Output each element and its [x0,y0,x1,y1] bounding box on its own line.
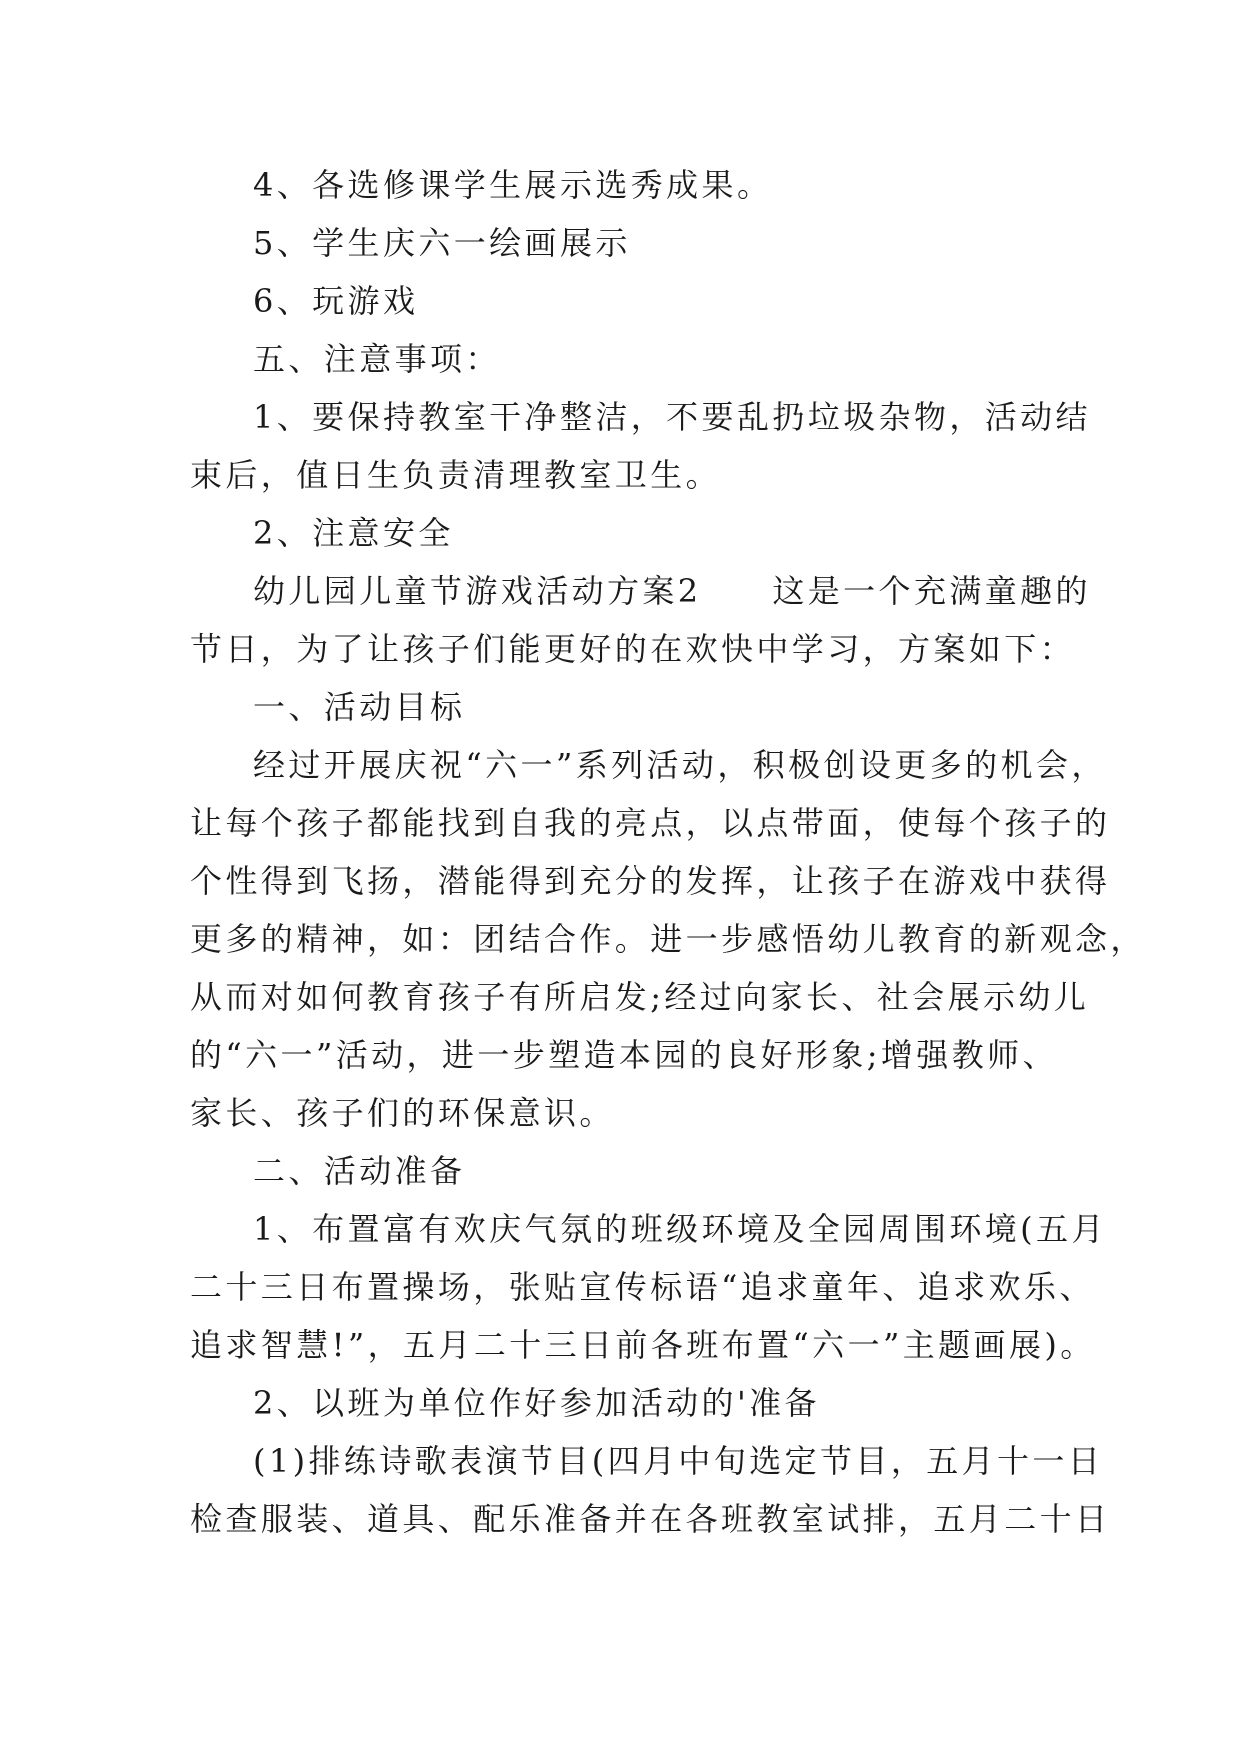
text-line: 1、要保持教室干净整洁，不要乱扔垃圾杂物，活动结 [253,398,1091,436]
text-line: 束后，值日生负责清理教室卫生。 [190,456,722,494]
text-line: 幼儿园儿童节游戏活动方案2 这是一个充满童趣的 [253,572,1091,610]
text-line: 让每个孩子都能找到自我的亮点，以点带面，使每个孩子的 [190,804,1111,842]
text-line: 从而对如何教育孩子有所启发;经过向家长、社会展示幼儿 [190,978,1090,1016]
text-line: 节日，为了让孩子们能更好的在欢快中学习，方案如下： [190,630,1076,668]
text-line: 4、各选修课学生展示选秀成果。 [253,166,773,204]
text-line: 2、注意安全 [253,514,454,552]
text-line: 追求智慧!”，五月二十三日前各班布置“六一”主题画展)。 [190,1326,1096,1364]
text-line: 个性得到飞扬，潜能得到充分的发挥，让孩子在游戏中获得 [190,862,1111,900]
text-line: 二十三日布置操场，张贴宣传标语“追求童年、追求欢乐、 [190,1268,1095,1306]
text-line: 的“六一”活动，进一步塑造本园的良好形象;增强教师、 [190,1036,1058,1074]
text-line: 更多的精神，如：团结合作。进一步感悟幼儿教育的新观念， [190,920,1146,958]
text-line: 检查服装、道具、配乐准备并在各班教室试排，五月二十日 [190,1500,1111,1538]
text-line: (1)排练诗歌表演节目(四月中旬选定节目，五月十一日 [253,1442,1104,1480]
section-heading: 五、注意事项： [253,340,501,378]
text-line: 2、以班为单位作好参加活动的'准备 [253,1384,820,1422]
text-line: 6、玩游戏 [253,282,419,320]
section-heading: 二、活动准备 [253,1152,466,1190]
text-line: 1、布置富有欢庆气氛的班级环境及全园周围环境(五月 [253,1210,1107,1248]
text-line: 家长、孩子们的环保意识。 [190,1094,615,1132]
section-heading: 一、活动目标 [253,688,466,726]
text-line: 经过开展庆祝“六一”系列活动，积极创设更多的机会， [253,746,1107,784]
text-line: 5、学生庆六一绘画展示 [253,224,631,262]
